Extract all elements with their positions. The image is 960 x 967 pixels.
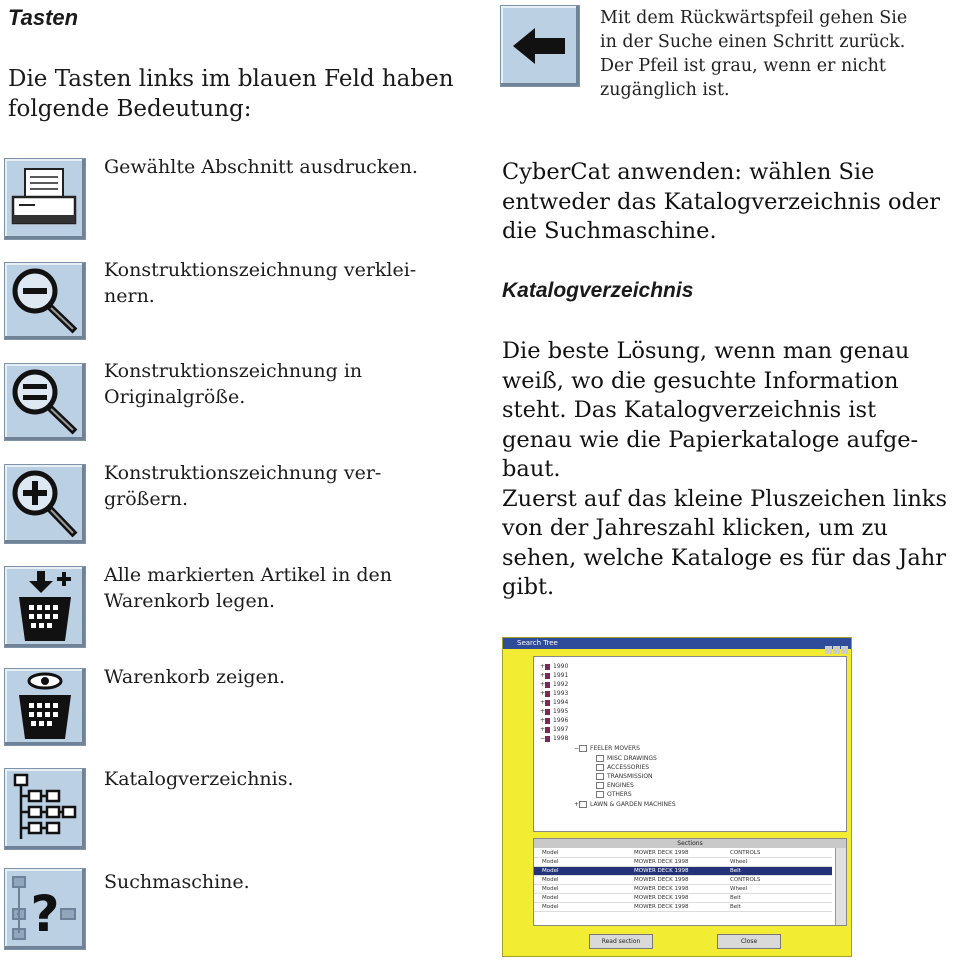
show-basket-icon[interactable] [4, 668, 86, 746]
tree-year[interactable]: + 1997 [540, 726, 569, 733]
table-row-selected[interactable]: Model MOWER DECK 1998 Belt [534, 867, 832, 876]
desc-line: zugänglich ist. [600, 80, 730, 100]
list-scrollbar[interactable] [835, 848, 846, 925]
catalog-paragraph [502, 337, 960, 603]
tree-year[interactable]: + 1990 [540, 663, 569, 670]
desc-line: Der Pfeil ist grau, wenn er nicht [600, 56, 886, 76]
intro-line: Die Tasten links im blauen Feld haben [8, 66, 454, 92]
search-engine-icon[interactable] [4, 868, 86, 950]
desc-line: Warenkorb legen. [104, 590, 276, 612]
add-to-basket-icon[interactable] [4, 566, 86, 648]
window-controls[interactable] [825, 639, 849, 647]
desc-line: Katalogverzeichnis. [104, 768, 294, 790]
tree-year[interactable]: + 1991 [540, 672, 569, 679]
desc-line: Gewählte Abschnitt ausdrucken. [104, 156, 418, 178]
paragraph-line: sehen, welche Kataloge es für das Jahr [502, 544, 947, 571]
tree-folder[interactable]: TRANSMISSION [596, 773, 653, 780]
usage-paragraph [502, 158, 960, 247]
desc-zoom-in [104, 460, 434, 512]
paragraph-line: CyberCat anwenden: wählen Sie [502, 159, 875, 185]
desc-zoom-out [104, 257, 434, 309]
paragraph-line: steht. Das Katalogverzeichnis ist [502, 397, 877, 423]
table-row[interactable]: Model MOWER DECK 1998 Wheel [534, 858, 832, 867]
catalog-tree[interactable] [533, 656, 847, 832]
intro-line: folgende Bedeutung: [8, 96, 252, 122]
desc-search-engine [104, 869, 434, 895]
window-title: Search Tree [517, 639, 558, 647]
table-row[interactable]: Model MOWER DECK 1998 Belt [534, 903, 832, 912]
close-button[interactable]: Close [717, 934, 781, 949]
desc-line: Konstruktionszeichnung ver- [104, 462, 382, 484]
tree-folder[interactable]: ENGINES [596, 782, 634, 789]
paragraph-line: baut. [502, 456, 561, 482]
sections-list[interactable] [533, 838, 847, 926]
tree-year[interactable]: + 1993 [540, 690, 569, 697]
intro-text [8, 64, 478, 124]
back-arrow-description [600, 6, 960, 102]
paragraph-line: gibt. [502, 574, 555, 600]
paragraph-line: von der Jahreszahl klicken, um zu [502, 515, 888, 541]
zoom-original-icon[interactable] [4, 363, 86, 441]
cybercat-screenshot [502, 637, 852, 957]
paragraph-line: entweder das Katalogverzeichnis oder [502, 188, 941, 215]
zoom-in-icon[interactable] [4, 464, 86, 544]
desc-show-basket [104, 664, 434, 690]
catalog-tree-icon[interactable] [4, 768, 86, 850]
zoom-out-icon[interactable] [4, 262, 86, 340]
tree-year[interactable]: − 1998 [540, 735, 569, 742]
section-heading-katalogverzeichnis: Katalogverzeichnis [502, 279, 694, 302]
desc-line: Mit dem Rückwärtspfeil gehen Sie [600, 8, 908, 28]
desc-line: nern. [104, 285, 155, 307]
window-titlebar [503, 638, 851, 649]
desc-line: Suchmaschine. [104, 871, 250, 893]
printer-icon[interactable] [4, 158, 86, 240]
svg-text:?: ? [30, 885, 60, 943]
paragraph-line: die Suchmaschine. [502, 218, 717, 244]
desc-line: Konstruktionszeichnung verklei- [104, 259, 417, 281]
desc-line: Warenkorb zeigen. [104, 666, 286, 688]
tree-year[interactable]: + 1995 [540, 708, 569, 715]
tree-year[interactable]: + 1994 [540, 699, 569, 706]
list-header: Sections [534, 839, 846, 848]
desc-catalog [104, 766, 434, 792]
tree-folder[interactable]: ACCESSORIES [596, 764, 649, 771]
table-row[interactable]: Model MOWER DECK 1998 CONTROLS [534, 876, 832, 885]
desc-line: Konstruktionszeichnung in [104, 360, 363, 382]
paragraph-line: weiß, wo die gesuchte Information [502, 367, 899, 394]
paragraph-line: Die beste Lösung, wenn man genau [502, 338, 910, 364]
table-row[interactable]: Model MOWER DECK 1998 Wheel [534, 885, 832, 894]
desc-line: größern. [104, 488, 188, 510]
back-arrow-icon[interactable] [500, 5, 580, 87]
tree-year[interactable]: + 1992 [540, 681, 569, 688]
desc-line: Originalgröße. [104, 386, 246, 408]
desc-line: Alle markierten Artikel in den [104, 564, 393, 586]
tree-folder[interactable]: − FEELER MOVERS [574, 745, 640, 752]
tree-year[interactable]: + 1996 [540, 717, 569, 724]
read-section-button[interactable]: Read section [589, 934, 653, 949]
paragraph-line: Zuerst auf das kleine Pluszeichen links [502, 485, 947, 512]
desc-add-to-basket [104, 562, 434, 614]
desc-zoom-original [104, 358, 434, 410]
paragraph-line: genau wie die Papierkataloge aufge- [502, 426, 919, 453]
section-heading-tasten: Tasten [8, 5, 79, 30]
desc-line: in der Suche einen Schritt zurück. [600, 32, 906, 52]
desc-print [104, 154, 434, 180]
table-row[interactable]: Model MOWER DECK 1998 Belt [534, 894, 832, 903]
tree-folder[interactable]: MISC DRAWINGS [596, 755, 657, 762]
tree-folder[interactable]: + LAWN & GARDEN MACHINES [574, 801, 676, 808]
table-row[interactable]: Model MOWER DECK 1998 CONTROLS [534, 849, 832, 858]
tree-folder[interactable]: OTHERS [596, 791, 632, 798]
